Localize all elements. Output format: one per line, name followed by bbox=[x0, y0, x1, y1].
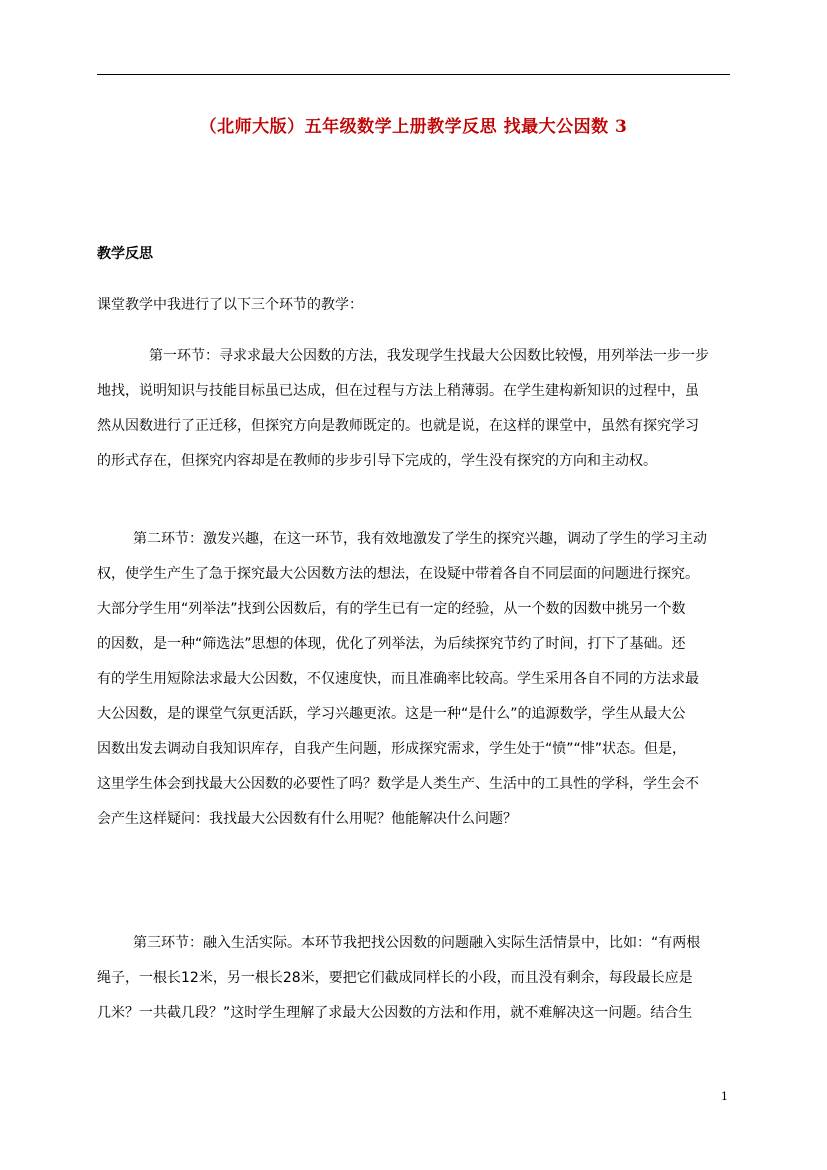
paragraph-line: 第三环节：融入生活实际。本环节我把找公因数的问题融入实际生活情景中，比如：“有两根 bbox=[133, 935, 701, 951]
paragraph-line: 权，使学生产生了急于探究最大公因数方法的想法，在设疑中带着各自不同层面的问题进行探究。 bbox=[97, 566, 699, 582]
paragraph-stage-1 bbox=[97, 339, 733, 479]
paragraph-stage-2 bbox=[97, 522, 733, 837]
paragraph-line: 会产生这样疑问：我找最大公因数有什么用呢？他能解决什么问题？ bbox=[97, 811, 517, 827]
paragraph-line: 这里学生体会到找最大公因数的必要性了吗？数学是人类生产、生活中的工具性的学科，学生会不 bbox=[97, 776, 699, 792]
paragraph-line: 地找，说明知识与技能目标虽已达成，但在过程与方法上稍薄弱。在学生建构新知识的过程中，虽 bbox=[97, 383, 699, 399]
paragraph-line: 有的学生用短除法求最大公因数，不仅速度快，而且准确率比较高。学生采用各自不同的方法求最 bbox=[97, 671, 699, 687]
page-number: 1 bbox=[721, 1090, 728, 1103]
section-heading: 教学反思 bbox=[97, 246, 153, 262]
paragraph-line: 的形式存在，但探究内容却是在教师的步步引导下完成的，学生没有探究的方向和主动权。 bbox=[97, 453, 657, 469]
intro-text: 课堂教学中我进行了以下三个环节的教学： bbox=[97, 297, 363, 313]
paragraph-line: 绳子，一根长12米，另一根长28米，要把它们截成同样长的小段，而且没有剩余，每段最长应是 bbox=[97, 970, 693, 986]
paragraph-line: 几米？一共截几段？”这时学生理解了求最大公因数的方法和作用，就不难解决这一问题。结合生 bbox=[97, 1005, 693, 1021]
paragraph-line: 大部分学生用“列举法”找到公因数后，有的学生已有一定的经验，从一个数的因数中挑另一个数 bbox=[97, 601, 686, 617]
paragraph-line: 第二环节：激发兴趣，在这一环节，我有效地激发了学生的探究兴趣，调动了学生的学习主动 bbox=[133, 531, 707, 547]
document-title: （北师大版）五年级数学上册教学反思 找最大公因数 3 bbox=[199, 117, 628, 137]
paragraph-line: 大公因数，是的课堂气氛更活跃，学习兴趣更浓。这是一种“是什么”的追源数学，学生从最大公 bbox=[97, 706, 686, 722]
paragraph-line: 的因数，是一种“筛选法”思想的体现，优化了列举法，为后续探究节约了时间，打下了基础。还 bbox=[97, 636, 686, 652]
paragraph-line: 第一环节：寻求求最大公因数的方法，我发现学生找最大公因数比较慢，用列举法一步一步 bbox=[149, 348, 709, 364]
paragraph-line: 因数出发去调动自我知识库存，自我产生问题，形成探究需求，学生处于“愤”“悱”状态。但是， bbox=[97, 741, 687, 757]
header-rule bbox=[97, 74, 730, 75]
paragraph-stage-3 bbox=[97, 926, 733, 1031]
paragraph-line: 然从因数进行了正迁移，但探究方向是教师既定的。也就是说，在这样的课堂中，虽然有探究学习 bbox=[97, 418, 699, 434]
